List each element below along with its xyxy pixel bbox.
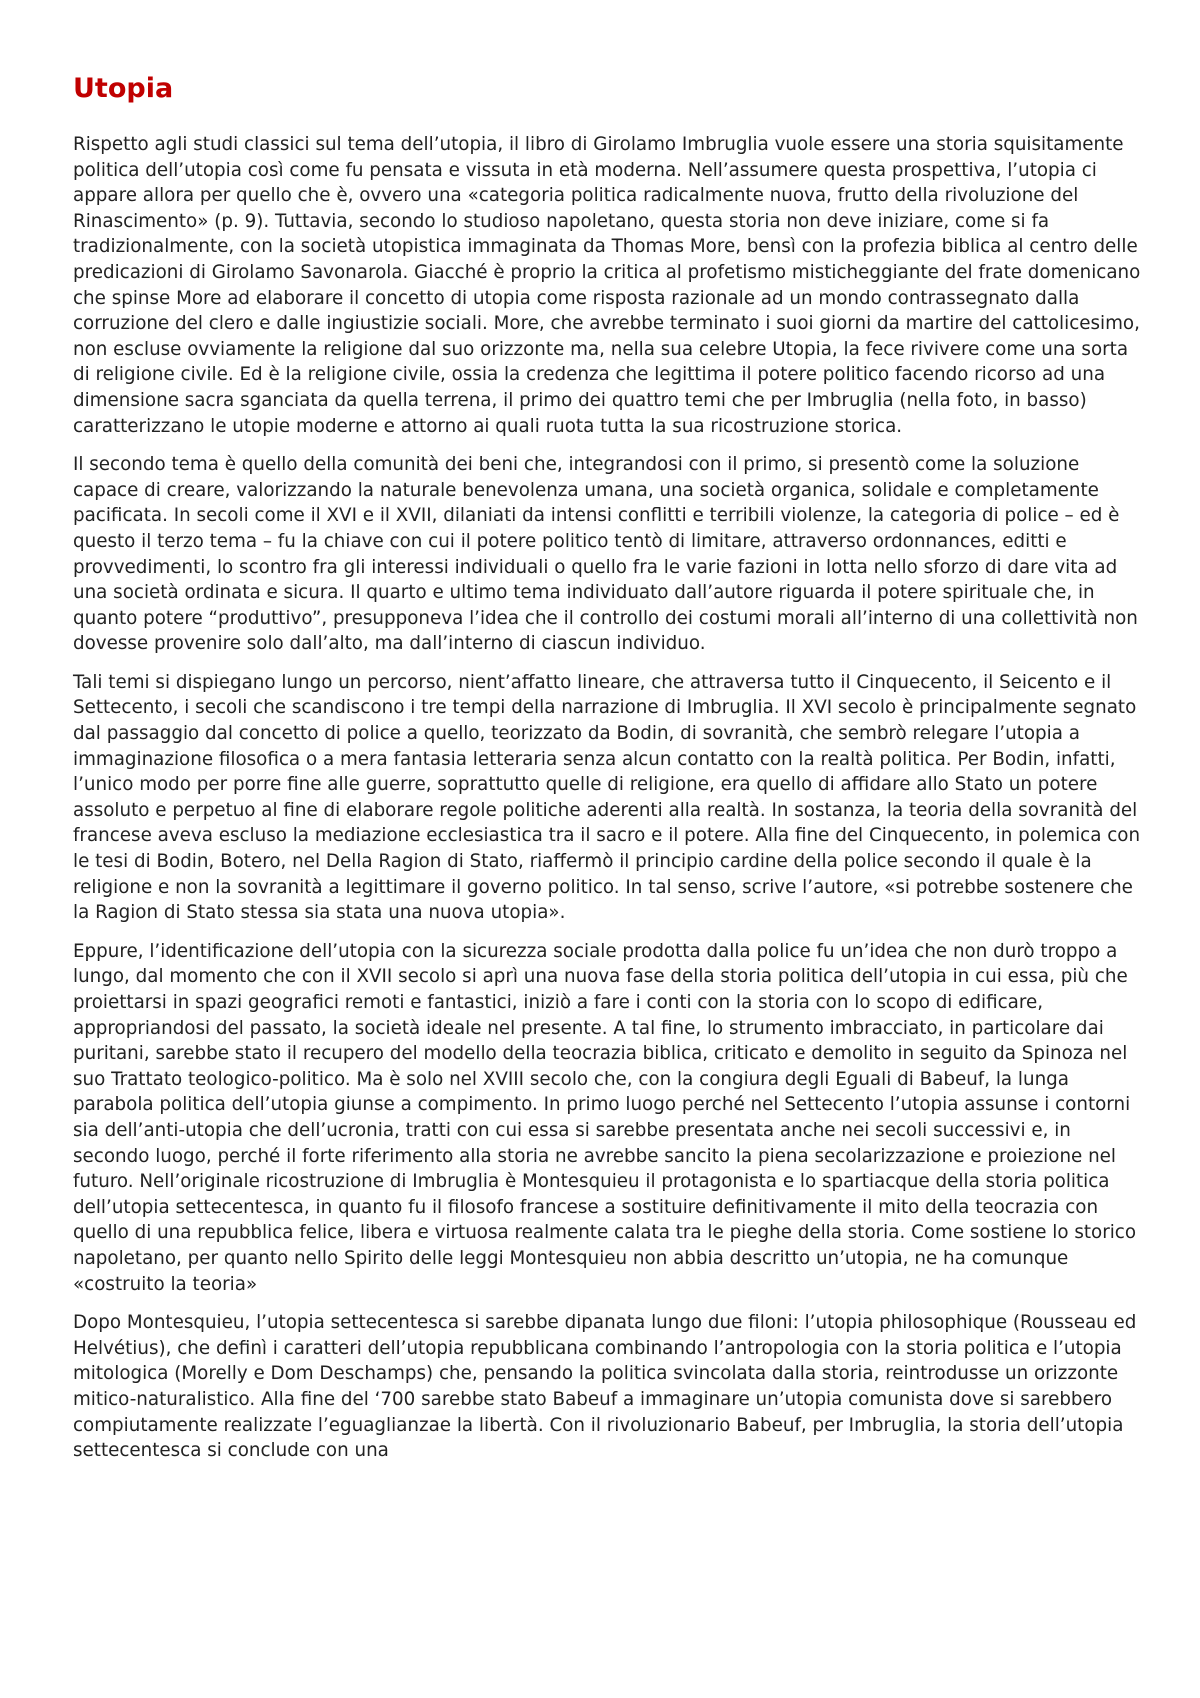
paragraph-3: Tali temi si dispiegano lungo un percorso, nient’affatto lineare, che attraversa tutto il Cinquecento, il Seicento e il Settecento, i secoli che scandiscono i tre tempi della narrazione di Imbruglia. Il XVI secolo è principalmente segnato dal passaggio dal concetto di police a quello, teorizzato da Bodin, di sovranità, che sembrò relegare l’utopia a immaginazione filosofica o a mera fantasia letteraria senza alcun contatto con la realtà politica. Per Bodin, infatti, l’unico modo per porre fine alle guerre, soprattutto quelle di religione, era quello di affidare allo Stato un potere assoluto e perpetuo al fine di elaborare regole politiche aderenti alla realtà. In sostanza, la teoria della sovranità del francese aveva escluso la mediazione ecclesiastica tra il sacro e il potere. Alla fine del Cinquecento, in polemica con le tesi di Bodin, Botero, nel Della Ragion di Stato, riaffermò il principio cardine della police secondo il quale è la religione e non la sovranità a legittimare il governo politico. In tal senso, scrive l’autore, «si potrebbe sostenere che la Ragion di Stato stessa sia stata una nuova utopia». (73, 671, 1141, 924)
document-page (73, 68, 1143, 1477)
document-title: Utopia (73, 73, 174, 104)
paragraph-4: Eppure, l’identificazione dell’utopia con la sicurezza sociale prodotta dalla police fu un’idea che non durò troppo a lungo, dal momento che con il XVII secolo si aprì una nuova fase della storia politica dell’utopia in cui essa, più che proiettarsi in spazi geografici remoti e fantastici, iniziò a fare i conti con la storia con lo scopo di edificare, appropriandosi del passato, la società ideale nel presente. A tal fine, lo strumento imbracciato, in particolare dai puritani, sarebbe stato il recupero del modello della teocrazia biblica, criticato e demolito in seguito da Spinoza nel suo Trattato teologico-politico. Ma è solo nel XVIII secolo che, con la congiura degli Eguali di Babeuf, la lunga parabola politica dell’utopia giunse a compimento. In primo luogo perché nel Settecento l’utopia assunse i contorni sia dell’anti-utopia che dell’ucronia, tratti con cui essa si sarebbe presentata anche nei secoli successivi e, in secondo luogo, perché il forte riferimento alla storia ne avrebbe sancito la piena secolarizzazione e proiezione nel futuro. Nell’originale ricostruzione di Imbruglia è Montesquieu il protagonista e lo spartiacque della storia politica dell’utopia settecentesca, in quanto fu il filosofo francese a sostituire definitivamente il mito della teocrazia con quello di una repubblica felice, libera e virtuosa realmente calata tra le pieghe della storia. Come sostiene lo storico napoletano, per quanto nello Spirito delle leggi Montesquieu non abbia descritto un’utopia, ne ha comunque «costruito la teoria» (73, 940, 1137, 1295)
paragraph-1: Rispetto agli studi classici sul tema dell’utopia, il libro di Girolamo Imbruglia vuole essere una storia squisitamente politica dell’utopia così come fu pensata e vissuta in età moderna. Nell’assumere questa prospettiva, l’utopia ci appare allora per quello che è, ovvero una «categoria politica radicalmente nuova, frutto della rivoluzione del Rinascimento» (p. 9). Tuttavia, secondo lo studioso napoletano, questa storia non deve iniziare, come si fa tradizionalmente, con la società utopistica immaginata da Thomas More, bensì con la profezia biblica al centro delle predicazioni di Girolamo Savonarola. Giacché è proprio la critica al profetismo misticheggiante del frate domenicano che spinse More ad elaborare il concetto di utopia come risposta razionale ad un mondo contrassegnato dalla corruzione del clero e dalle ingiustizie sociali. More, che avrebbe terminato i suoi giorni da martire del cattolicesimo, non escluse ovviamente la religione dal suo orizzonte ma, nella sua celebre Utopia, la fece rivivere come una sorta di religione civile. Ed è la religione civile, ossia la credenza che legittima il potere politico facendo ricorso ad una dimensione sacra sganciata da quella terrena, il primo dei quattro temi che per Imbruglia (nella foto, in basso) caratterizzano le utopie moderne e attorno ai quali ruota tutta la sua ricostruzione storica. (73, 134, 1141, 437)
paragraph-2: Il secondo tema è quello della comunità dei beni che, integrandosi con il primo, si presentò come la soluzione capace di creare, valorizzando la naturale benevolenza umana, una società organica, solidale e completamente pacificata. In secoli come il XVI e il XVII, dilaniati da intensi conflitti e terribili violenze, la categoria di police – ed è questo il terzo tema – fu la chiave con cui il potere politico tentò di limitare, attraverso ordonnances, editti e provvedimenti, lo scontro fra gli interessi individuali o quello fra le varie fazioni in lotta nello sforzo di dare vita ad una società ordinata e sicura. Il quarto e ultimo tema individuato dall’autore riguarda il potere spirituale che, in quanto potere “produttivo”, presupponeva l’idea che il controllo dei costumi morali all’interno di una collettività non dovesse provenire solo dall’alto, ma dall’interno di ciascun individuo. (73, 454, 1138, 655)
paragraph-5: Dopo Montesquieu, l’utopia settecentesca si sarebbe dipanata lungo due filoni: l’utopia philosophique (Rousseau ed Helvétius), che definì i caratteri dell’utopia repubblicana combinando l’antropologia con la storia politica e l’utopia mitologica (Morelly e Dom Deschamps) che, pensando la politica svincolata dalla storia, reintrodusse un orizzonte mitico-naturalistico. Alla fine del ‘700 sarebbe stato Babeuf a immaginare un’utopia comunista dove si sarebbero compiutamente realizzate l’eguaglianzae la libertà. Con il rivoluzionario Babeuf, per Imbruglia, la storia dell’utopia settecentesca si conclude con una (73, 1312, 1137, 1462)
